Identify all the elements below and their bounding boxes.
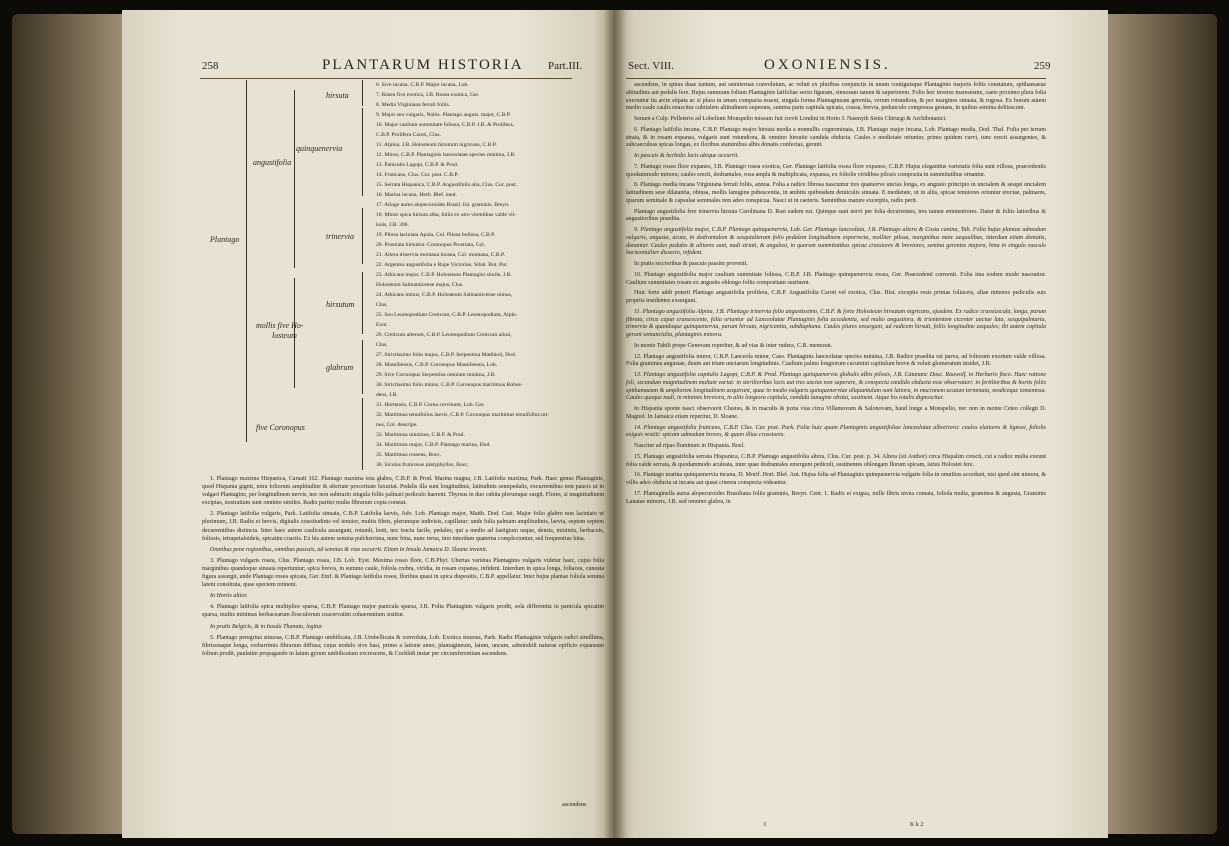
paragraph-1: 1. Plantago maxima Hispanica, Caruati 162. Plantago maxima tota glabra, C.B.P. & Prod. Marina magna, J.B. Latifolia maxima, Park. Haec genus Plantaginis, quod Hispania gignit, mira foliorum amplitudine & ubertate proceritate luxuriat. Pedalis illa sunt longitudinis, latitudinis semipedalis, excurrentibus non paucis ut in vulgari Plantagine, per longitudinem nervis, nec non subtrario singula foliis palmari pediculo haerent. Thyrsus in duo cubita plerumque surgit. Flores, si magnitudinem excipias, nostratium sunt omnino similes. Radix pariter multa fibrarum copia constat.: [202, 476, 604, 507]
left-page: [122, 10, 614, 838]
glabrum-brace: [362, 340, 363, 394]
table-entry: 8. Media Virginiana ferrati foliis.: [376, 102, 451, 108]
paragraph: Plantago angustifolia fere trinervia hirsuta Carolinana D. Rasi eadem est. Quinque sunt nervi per folia decurrentes, tres tamen eminentiores. Datur & foliis latioribus & angustioribus praedita.: [626, 208, 1046, 223]
table-entry: nus, Col. descripe.: [376, 422, 418, 428]
left-running-title: PLANTARUM HISTORIA: [322, 57, 524, 73]
paragraph: Nascitur ad ripas fluminum in Hispania. Boel.: [634, 443, 745, 449]
paragraph: In pratis siccioribus & pascuis passim provenit.: [634, 261, 748, 267]
hirsutum-brace: [362, 272, 363, 334]
left-running-head: [122, 57, 614, 76]
paragraph: 16. Plantago marina quinquenervia incana, D. Morif. Hort. Blef. Ant. Hujus folia ad Plantaginis quinquenervia vulgaris folia in omnibus accedunt, nisi quod sint minora, & villis adeo obducta ut incana aut quasi cinerea conspecta videantur.: [626, 472, 1046, 486]
right-page: [614, 10, 1108, 838]
right-running-title: OXONIENSIS.: [764, 57, 891, 73]
paragraph: In monte Tabili prope Genevam reperitur, & ad vias & inter rudera, C.B. memorat.: [634, 342, 833, 349]
left-body-text: [202, 475, 604, 661]
habitat-note-2: Omnibus pene regionibus, omnibus pascuis, ad semitas & vias occurrit. Etiam in Insula Jamaica D. Sloane invenit.: [210, 546, 488, 553]
group-angustifolia: angustifolia: [253, 158, 292, 167]
table-entry: 12. Minor, C.B.P. Plantaginis lanceolatae species minima, J.B.: [376, 152, 516, 158]
angustifolia-brace: [294, 90, 295, 268]
table-entry: 21. Altera trinervia montana incana, Col. montana, C.B.P.: [376, 252, 505, 258]
paragraph: 8. Plantago media incana Virginiana ferrati foliis, annua. Folia a radice fibrosa nascuntur tres quatuorve uncias longa, ex angusto principio in uncialem & sesqui uncialem latitudinem sese dilatantia, obtusa, mollis lanugine pubescentia, in ambitu quibusdam denticulis sinuata. E medietate, ut in aliis, spicae tenuiores oriuntur erectae, palmares, quarum seminale & capsulae seminales non adeo conspicua. Nasci ut in caeteris. Seminibus mature excerptis, radix perit.: [626, 182, 1046, 204]
table-entry: 22. Argentea angustifolia e Rupe Victoriae, Sibal. Bot. Par.: [376, 262, 508, 268]
habitat-note: 9. Plantago angustifolia major, C.B.P. Plantago quinquenervia, Lob. Ger. Plantago lanceolata, J.B. Plantago altera & Costa canina, Tab. Folia hujus plantae admodum vulgaris, angusta, acuta, in dodrantalem & sesquialteram folio pedalem longitudinem exporrecta, molliter pilosa, marginibus nunc aequalibus, interdum etiam dentatis, donantur. Caules pedales & altiores sunt, nudi striati, & angulosi, in quorum summitatibus spicae crassiores & breviores, semina gerentes majora, bina in singulo vasculo horizontaliter dissecto, infident.: [626, 227, 1046, 257]
table-entry: Clus.: [376, 302, 388, 308]
table-entry: Clus.: [376, 342, 388, 348]
trinervia-brace: [362, 208, 363, 264]
table-entry: 7. Rosea five exotica, J.B. Rosea exotica, Ger.: [376, 92, 480, 98]
table-entry: 33. Maritimus minimus, C.B.P. & Prod.: [376, 432, 465, 438]
subgroup-glabrum: glabrum: [326, 363, 354, 372]
left-catchword: ascendens: [562, 802, 587, 808]
table-entry: 17. Alinge aurea alopecuroides Brasil. fol. graminis, Breyn.: [376, 202, 510, 208]
signature-mark-2: K k 2: [910, 822, 924, 828]
table-entry: 23. Albicans major, C.B.P. Holosteum Plantagini simile, J.B.: [376, 272, 512, 278]
quinquenervia-brace: [362, 108, 363, 196]
left-page-number: 258: [202, 60, 219, 72]
table-entry: 19. Pilosa laciniata Apula, Col. Pilosa bullosa, C.B.P.: [376, 232, 496, 238]
table-entry: 29. Sive Coronopus Serpentina omnium minima, J.B.: [376, 372, 496, 378]
table-entry: 9. Major seu vulgaris, Nobis. Plantago angust. major, C.B.P.: [376, 112, 511, 118]
paragraph: 10. Plantago angustifolia major caulium summitate foliosa, C.B.P. J.B. Plantago quinquenervia rosea, Ger. Praecedenti convenit. Folia ima eodem modo nascuntur. Caulium summitates rosam ex angustis oblongo foliis compositam sustinent.: [626, 271, 1046, 286]
holosteum-brace: [294, 278, 295, 388]
habitat-note-3: In Hortis altior.: [210, 593, 248, 600]
paragraph-3: 3. Plantago vulgaris rosea, Clus. Plantago rosea, J.B. Lob. Eyst. Maxima rosso flore, C.B.Phyt. Ubertas varietas Plantaginis vulgaris videtur haec, cujus folia marginibus quandoque sinuata reperiuntur; spica brevis, in summo caule, foliola crebra, viridia, in rosam expansa, infident. Interdum in spica longa, foliacea, cuneata figura assurgit, unde Plantago rosea spicata, Ger. Emf. & Plantago latifolia rosea, floribus quasi in spica dispositis, C.B.P. appellatur. Inter hujus plantae foliola semina latent constituta, quae speciem retinent.: [202, 557, 604, 589]
paragraph: In Hispania sponte nasci observavit Clusius, & in maculis & juxta vias circa Villamovum & Salonovam, haud longe a Monspelio, nec non in monte Ceteo collegit D. Magnol. In Jamaica etiam reperitur, D. Sloane.: [626, 406, 1046, 420]
paragraph: ascendens, in spiras duas tantum, aut semiternas convolutum, ac veluti ex pluribus conjunctis in unum contiguisque Plantaginis majoris foliis constatum, spithamaeae altitudinis aut pedalis fere. Hujus summum folium Plantaginis latifoliae sectu figuram, sinuosam tamen & superiorem. Folio hoc inverse mareseente, caete proximo plura folia exeruntur ita arcte stipata ac si plura in unum compacta essent, singula forma Plantagineam gerentia, verum rotundiora, & per margines sinuata, & rugosa. Ex horum autem medio caule caulis enascitur cubitalem altitudinem superans, summa parte capitula spicata, crassa, brevia, pedunculo compressa gestans, in quibus semina delitescunt.: [626, 82, 1046, 112]
paragraph-2: 2. Plantago latifolia vulgaris, Park. Latifolia sinuata, C.B.P. Latifolia laevis, Adv. Lob. Plantago major, Matth. Dod. Cast. Major folio glabro non laciniato ut plurimum, J.B. Radix ei brevis, digitalis crassitudinis vel tenuior, multis fibris, plerumque indivisis, capillatur: unde folia palmam amplitudinis, laevia, septem septem decurrentibus distincta. Inter haec autem caulicula assurgunt, rotundi, lenti, nec tractu facile, pedales; qui a medio ad fastigium usque, densis, minimis, herbaceis, foliosis, tetrapetaloideis, spicatim coactis. Ex his autem semina pulcherrima, nunc bina, nunc terna, imo interdum quaterna complectuntur, sed frequentius bina.: [202, 511, 604, 542]
subgroup-hirsuta: hirsuta: [326, 91, 349, 100]
table-entry: 16. Marina incana, Herb. Blef. ined.: [376, 192, 457, 198]
table-root-label: Plantago: [210, 235, 240, 244]
table-entry: 24. Albicans minus, C.B.P. Holosteum Salmanticense minus,: [376, 292, 513, 298]
habitat-note: 14. Plantago angustifolia fruticans, C.B.P. Clus. Cur. post. Park. Folia huic quam Plantaginis angustifoliae lanceolatae alboiriora: caules elatiores & lignosi, foliolis exiguis vestiti: spicam admodum breves, & quam illius crassiores.: [626, 424, 1046, 439]
right-body-text: [626, 82, 1046, 509]
right-section-label: Sect. VIII.: [628, 60, 674, 72]
subgroup-trinervia: trinervia: [326, 232, 354, 241]
table-entry: 26. Creticum alterum, C.B.P. Leontopodium Creticum aliud,: [376, 332, 512, 338]
paragraph: Huic forte addi poterit Plantago angustifolia prolifera, C.B.P. Angustifolia Caroti vel exotica, Clus. Hist. exceptis rosis primas foliaceis, aliae minores pediculis suis propriis insidentes exsurgunt.: [626, 290, 1046, 304]
subgroup-hirsutum: hirsutum: [326, 300, 355, 309]
left-head-rule: [200, 78, 572, 79]
group-holosteum-line2: losteum: [272, 331, 297, 340]
habitat-note-4: In pratis Belgicis, & in Insula Thanato, legitur.: [210, 623, 324, 630]
table-entry: 34. Maritimus major, C.B.P. Plantago marina, Dod.: [376, 442, 491, 448]
table-entry: 18. Minor spica hirsuta alba, foliis ex atro virentibus valde vil-: [376, 212, 517, 218]
habitat-note: 11. Plantago angustifolia Alpina, J.B. Plantago trinervia folio angustissimo, C.B.P. & forte Holosteum hirsutum nigricans, ejusdem. Ex radice crassiuscula, longa, parum fibrata, circa caput crassescente, folia oriuntur ad Lanceolatae Plantaginis folia accedentia, sed multo angustiora, & triententem cicenter unciae lata, sesquipalmaria, trinervia & quandoque quinquenervia, parum hirsuta, nigricantia, subdiaphana. Caules plures exsurgunt, ad radicem hirsuti, foliis longitudine aequales; ibi autem capitula gerunt semuncialia, plantaginis minora.: [626, 308, 1046, 338]
table-entry: C.B.P. Prolifera Caroti, Clus.: [376, 132, 441, 138]
habitat-note: 13. Plantago angustifolia capitulis Lagopi, C.B.P. & Prod. Plantago quinquenervia globulis albis pilosis, J.B. Catananc Dosc. Rauwolf. in Herbario fisco. Haec ratione foli, secundum magnitudinem multum variat: in sterilioribus locis aut tres uncias non superare, & conspectu candido obducta esse observaturi: in fertilioribus & hortis foliis spithamaeam & ampliorem longitudinem acquirunt, quae in medio vulgaris quinquenerviae aliquantulum sunt latiora, in mucronem acutum terminata, modiceque tomentosa. Caules quoque nudi, in minimis breviora, in aliis longiora capitula, candida lanugine obsita, sustinent. Atque his totalis dignoscitur.: [626, 372, 1046, 402]
table-entry: 15. Serrata Hispanica, C.B.P. Angustifolia alia, Clus. Cur. post.: [376, 182, 517, 188]
table-entry: 31. Hortensis, C.B.P. Cornu cervinum, Lob. Ger.: [376, 402, 485, 408]
table-entry: dens, J.B.: [376, 392, 398, 398]
table-entry: 14. Fruticans, Clus. Cur. post. C.B.P.: [376, 172, 459, 178]
table-entry: 35. Maritimus rosseus, Bocc.: [376, 452, 442, 458]
group-holosteum: mollis five Ho-: [256, 321, 304, 330]
habitat-note: In pascuis & herbidis locis ubique occurrit.: [634, 153, 739, 159]
table-entry: 36. Siculus fruticosus platyphyllos, Bocc.: [376, 462, 470, 468]
table-entry: 20. Prostrata hirsutior. Coronopus Prostrata, Col.: [376, 242, 486, 248]
table-entry: 11. Alpina, J.B. Holosteum hirsutum nigricans, C.B.P.: [376, 142, 497, 148]
table-entry: 32. Maritimus tenuifolius laevis, C.B.P. Coronopus maritimus tenuifolius mi-: [376, 412, 549, 418]
paragraph: Semen a Culp. Pelleterio ad Lobelium Monspelio missum fuit crevit Londini in Horto J. Nasmyth Senis Chirurgi & Archibotanici.: [634, 116, 947, 122]
table-entry: 25. Seu Leontopodium Creticum, C.B.P. Leontopodium, Alpin.: [376, 312, 518, 318]
group-coronopus: five Coronopus: [256, 423, 305, 432]
group-quinquenervia: quinquenervia: [296, 144, 343, 153]
table-root-brace: [246, 80, 247, 442]
table-entry: Holosteum Salmanticense majus, Clus.: [376, 282, 464, 288]
table-entry: losis, J.B. 306.: [376, 222, 409, 228]
table-entry: 27. Strictissimo folio majus, C.B.P. Serpentina Matthioli, Dod.: [376, 352, 517, 358]
table-entry: 6. Sive incana, C.B.P. Major incana, Lob.: [376, 82, 469, 88]
paragraph-5: 5. Plantago peregrina sinuosa, C.B.P. Plantago umbilicata, J.B. Umbellicata & convoluta, Lob. Exotica sinuosa, Park. Radix Plantaginis vulgaris radici simillima, fibrisosaque longa, crebarrimis fibrarum diffusa; cujus nodulo sive basi, primo a latione anno, plantagineum, latum, uncum, admirabili naturae opificio expansum folium prodit, paulatim propagando in latum gyrum umbilicatum excrescens, & Cochlidi instar per circumferentiam ascendens.: [202, 634, 604, 657]
table-entry: 10. Major caulium summitate foliosa, C.B.P. J.B. & Prolifera,: [376, 122, 514, 128]
paragraph: 12. Plantago angustifolia minor, C.B.P. Lanceola minor, Caes. Plantaginis lanceolatae species minima, J.B. Radice praedita est parva, ad foliorum exortum valde villosa. Folia graminea angustae, duum aut trium unciarum longitudinis. Caulium palmo longiorum cacumini capitulum breve & veluti glomeratum insidet, J.B.: [626, 353, 1046, 368]
right-head-rule: [626, 78, 1046, 79]
paragraph: 15. Plantago angustifolia serrata Hispanica, C.B.P. Plantago angustifolia altera, Clus. Cur. post. p. 34. Altera (sit Author) circa Hispalim crescit, cui a radice multa exeunt folia valde serrata, & quodammodo aculeata, inter quae dodrantales emergunt pediculi, sustinentes oblongam florum spicam, istius Holostei fere.: [626, 453, 1046, 468]
table-entry: Exot.: [376, 322, 388, 328]
paragraph-4: 4. Plantago latifolia spica multiplice sparsa, C.B.P. Plantago major panicula sparsa, J.B. Folia Plantaginis vulgaris prodit, sola differentia in panicula spicatim sparsa, multis minimas herbacearum flosculorum coacervatim cohaerentium sistitur.: [202, 604, 604, 619]
left-part-label: Part.III.: [548, 60, 583, 72]
paragraph: 6. Plantago latifolia incana, C.B.P. Plantago major hirsuta media a nonnullis cognominata, J.B. Plantago major incana, Lob. Plantago media, Dod. Thal. Folia per terram strata, & in rosam expansa, vulgaris sunt rotundiora, & omnino hirsutie candida obducta. Caules e medietate oriuntur, primo quidem curvi, tunc erecti assurgentes, & subcaeculeas spicas longas, ex floribus staminibus albis donatis confectas, gerunt.: [626, 126, 1046, 149]
right-page-number: 259: [1034, 60, 1051, 72]
signature-mark: I: [764, 822, 766, 828]
paragraph: 7. Plantago rosea flore expanso, J.B. Plantago rosea exotica, Ger. Plantago latifolia rosea flore expanso, C.B.P. Hujus elegantius varietatis folia sunt villosa, praecedentis quodammodo minora; caules erecti, dodrantales, rosa ampla & multiplicata, expansa, ex foliolis viridibus pilosis composita in summitatibus ornantur.: [626, 163, 1046, 178]
hirsuta-brace: [362, 80, 363, 106]
table-entry: 30. Strictissimo folio minus, C.B.P. Coronopus maritimus Robus-: [376, 382, 523, 388]
table-entry: 13. Paniculis Lagopi, C.B.P. & Prod.: [376, 162, 459, 168]
paragraph: 17. Plantaginella aurea alopecuroides Brasiliana foliis graminis, Breyn. Cent. 1. Radix ei exigua, mille fibris nivea comata, foliola multa, graminea & angusta, Graminis Lanatae minoris, J.B. sed omnino glabra, in: [626, 490, 1046, 505]
table-entry: 28. Massiliensis, C.B.P. Coronopus Massiliensis, Lob.: [376, 362, 498, 368]
right-running-head: [614, 57, 1108, 76]
coronopus-brace: [362, 398, 363, 470]
book-gutter: [604, 10, 626, 838]
